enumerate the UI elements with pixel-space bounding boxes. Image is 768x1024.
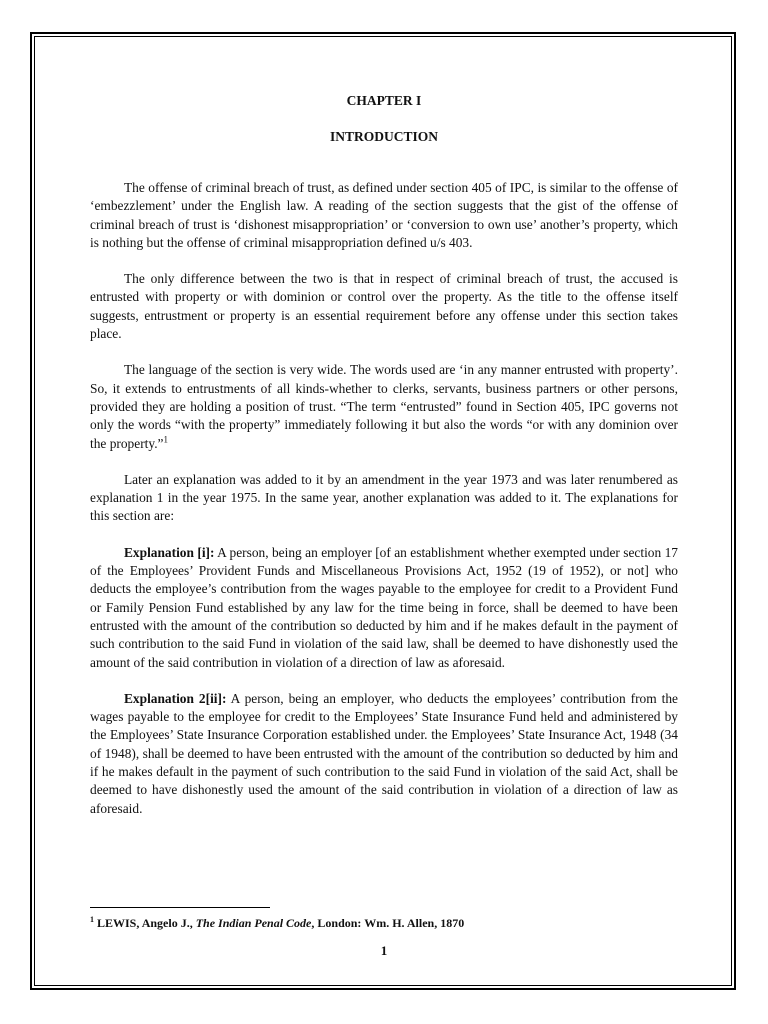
footnote-number: 1: [90, 915, 94, 924]
footnote-author: LEWIS, Angelo J.,: [94, 916, 196, 930]
footnote: [90, 915, 678, 931]
explanation-2: [90, 690, 678, 818]
section-heading: INTRODUCTION: [329, 129, 438, 144]
paragraph-2: The only difference between the two is that in respect of criminal breach of trust, the accused is entrusted with property or with dominion or control over the property. As the title to the offense itself suggests, entrustment or property is an essential requirement before any offense under this section takes place.: [90, 271, 678, 342]
page-number: 1: [380, 943, 388, 958]
explanation-2-label: Explanation 2[ii]:: [124, 690, 227, 706]
paragraph-1: The offense of criminal breach of trust, as defined under section 405 of IPC, is similar to the offense of ‘embezzlement’ under the English law. A reading of the section suggests that the gist of the offense of criminal breach of trust is ‘dishonest misappropriation’ or ‘conversion to own use’ another’s property, which is nothing but the offense of criminal misappropriation defined u/s 403.: [90, 180, 678, 250]
paragraph-3: [90, 361, 678, 452]
explanation-1: [90, 544, 678, 672]
footnote-title: The Indian Penal Code: [195, 916, 312, 930]
document-body: [90, 92, 678, 818]
explanation-1-text: A person, being an employer [of an establishment whether exempted under section 17 of the Employees’ Provident Funds and Miscellaneous Provisions Act, 1952 (19 of 1952), or not] who deducts the employee’s contribution from the wages payable to the employee for credit to a Provident Fund or Family Pension Fund established by any law for the time being in force, shall be deemed to have been entrusted with the amount of the contribution so deducted by him and if he makes default in the payment of such contribution to the said Fund in violation of the said law, shall be deemed to have dishonestly used the amount of the said contribution in violation of a direction of law as aforesaid.: [90, 544, 679, 670]
paragraph-4: Later an explanation was added to it by an amendment in the year 1973 and was later renumbered as explanation 1 in the year 1975. In the same year, another explanation was added to it. The explanations for this section are:: [90, 471, 678, 524]
chapter-heading: CHAPTER I: [346, 93, 422, 108]
footnote-publisher: , London: Wm. H. Allen, 1870: [311, 916, 465, 930]
footnote-reference: 1: [163, 434, 168, 445]
paragraph-3-text: The language of the section is very wide. The words used are ‘in any manner entrusted with property’. So, it extends to entrustments of all kinds-whether to clerks, servants, business partners or other persons, provided they are holding a position of trust. “The term “entrusted” found in Section 405, IPC governs not only the words “with the property” immediately following it but also the words “or with any dominion over the property.”: [90, 362, 678, 451]
explanation-1-label: Explanation [i]:: [124, 544, 215, 560]
footnote-separator: [90, 907, 270, 908]
explanation-2-text: A person, being an employer, who deducts the employees’ contribution from the wages payable to the employee for credit to the Employees’ State Insurance Fund held and administered by the Employees’ State Insurance Corporation established under. the Employees’ State Insurance Act, 1948 (34 of 1948), shall be deemed to have been entrusted with the amount of the contribution so deducted by him and if he makes default in the payment of such contribution to the said Fund in violation of the said Act, shall be deemed to have dishonestly used the amount of the said contribution in violation of a direction of law as aforesaid.: [90, 690, 678, 816]
